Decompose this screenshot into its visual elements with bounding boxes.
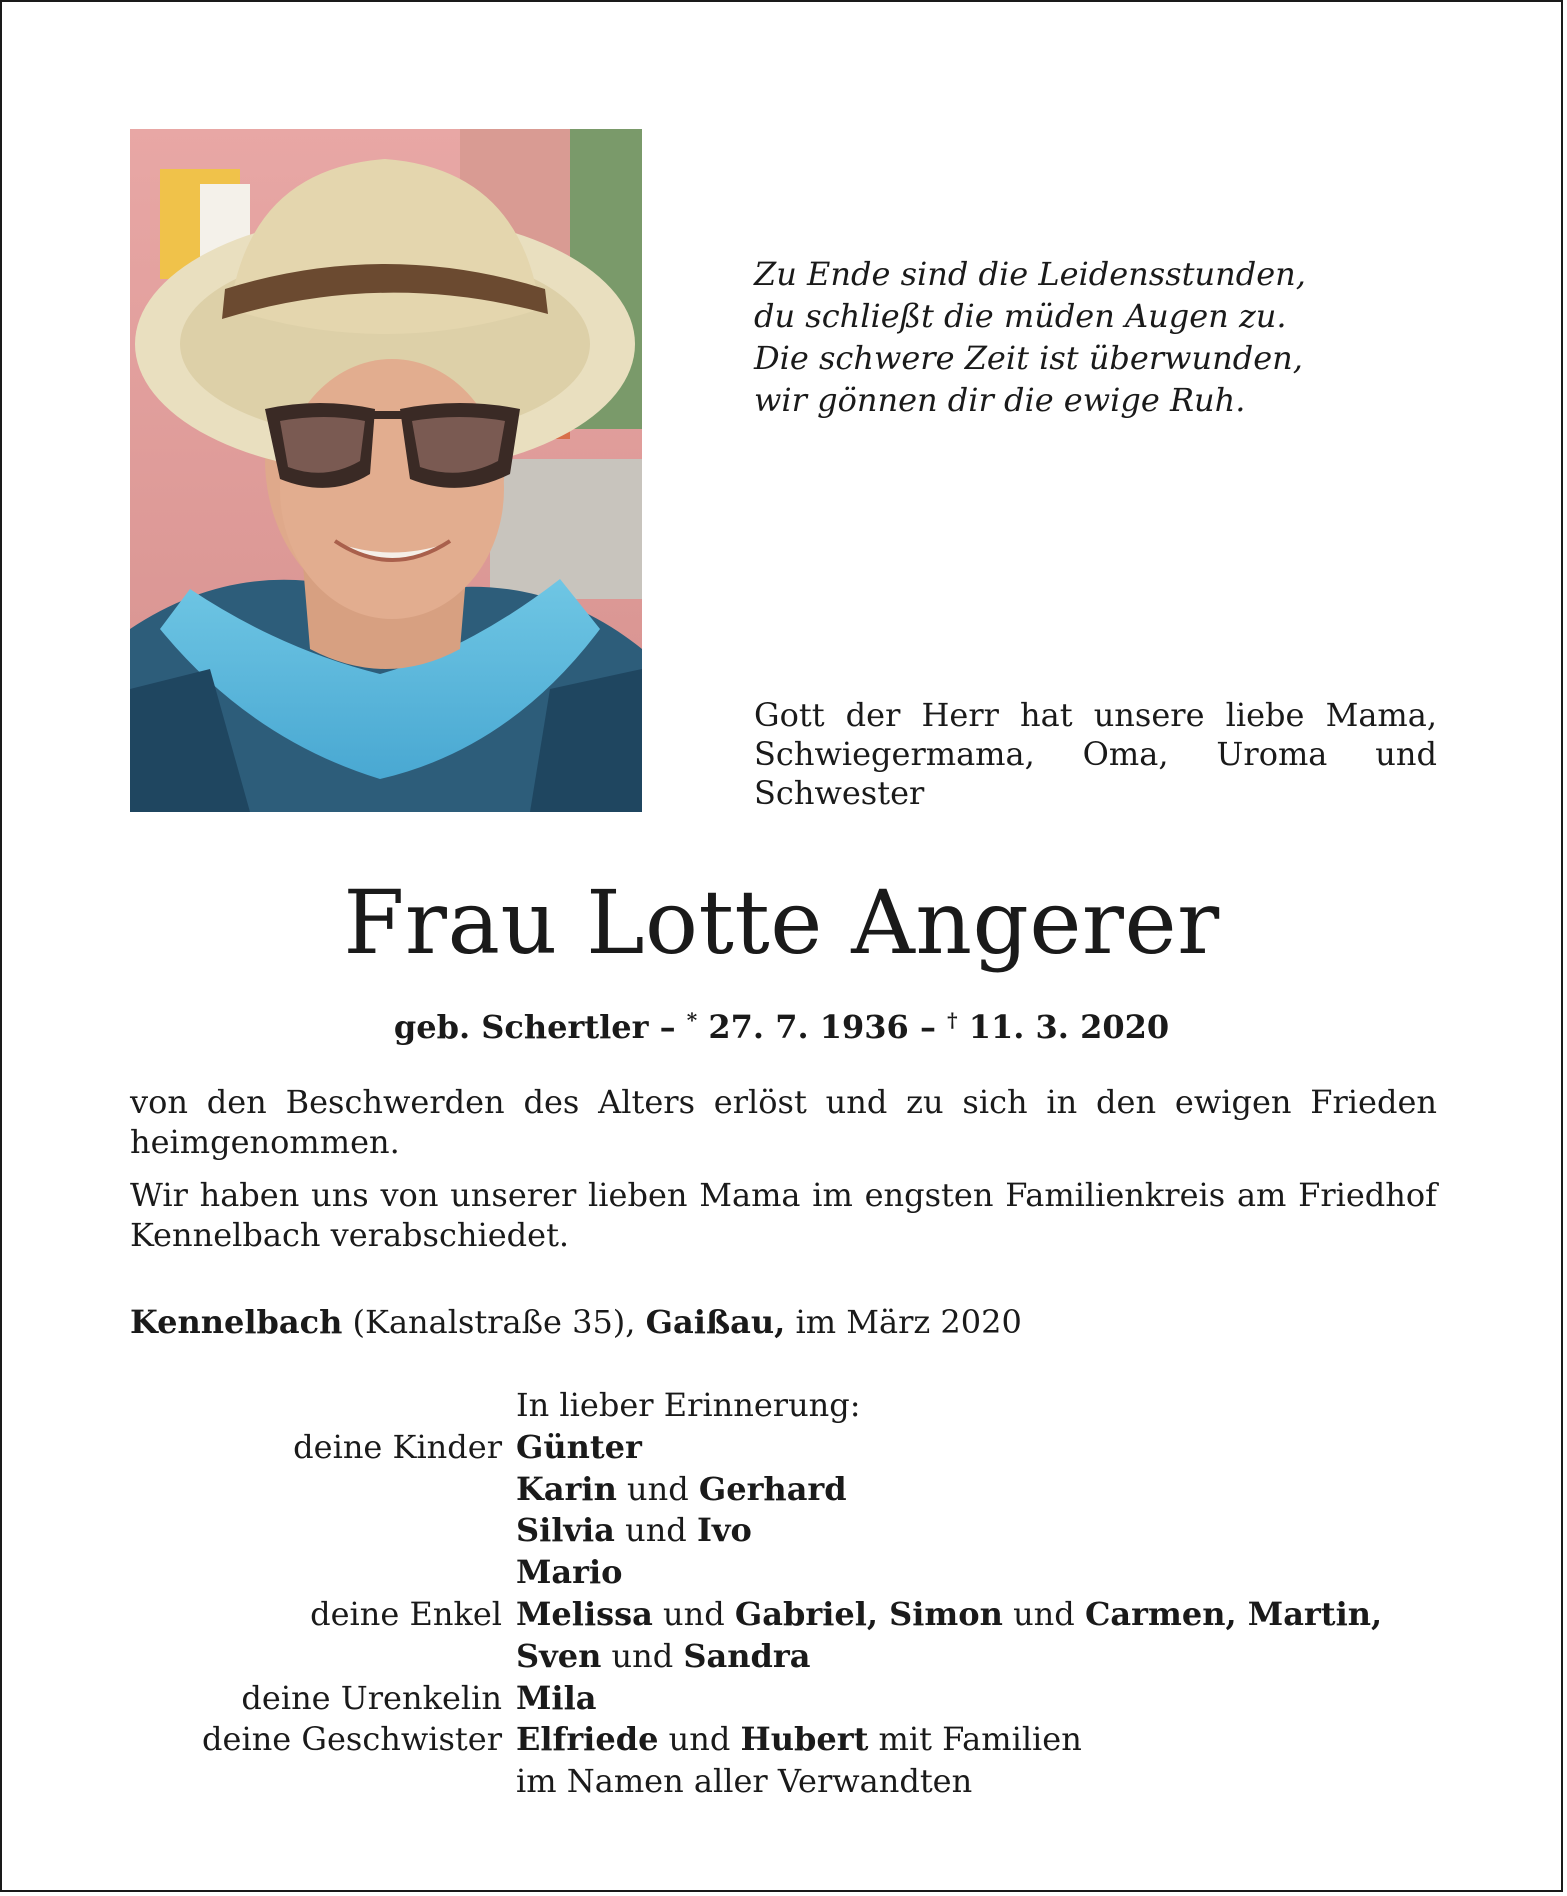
mourner-name: Melissa [516,1594,653,1633]
life-dates [0,1000,1563,1047]
mourners-footer: im Namen aller Verwandten [516,1762,973,1801]
portrait-image [130,129,642,812]
poem-line: du schließt die müden Augen zu. [754,297,1287,335]
mourner-name: Mario [516,1553,623,1592]
mourners-row [130,1719,1450,1761]
mourner-name: Gabriel, Simon [734,1594,1003,1633]
portrait-photo [130,129,642,812]
mourners-row [130,1510,1450,1552]
intro-text: Gott der Herr hat unsere liebe Mama, Schwiegermama, Oma, Uroma und Schwester [754,696,1437,812]
town-gaissau: Gaißau, [645,1303,786,1341]
relation-label: deine Kinder [293,1427,502,1466]
town-kennelbach: Kennelbach [130,1303,343,1341]
mourner-name: Karin [516,1469,617,1508]
mourners-row [130,1469,1450,1511]
conjunction: und [652,1594,735,1633]
conjunction: und [616,1469,699,1508]
paragraph-farewell: Wir haben uns von unserer lieben Mama im engsten Familienkreis am Friedhof Kennelbach verabschiedet. [130,1176,1437,1254]
poem [754,253,1444,421]
mourners-row [130,1761,1450,1803]
conjunction: und [601,1636,684,1675]
birth-name: geb. Schertler [393,1008,649,1046]
mourner-name: Günter [516,1427,642,1466]
death-symbol: † [947,1008,958,1032]
mourners-row [130,1678,1450,1720]
mourner-name: Ivo [696,1511,752,1550]
place-date-line [130,1302,1437,1342]
mourner-name: Sandra [683,1636,811,1675]
relation-label: deine Enkel [310,1594,502,1633]
conjunction: und [658,1720,741,1759]
mourners-heading: In lieber Erinnerung: [516,1386,861,1424]
mourner-name: Gerhard [698,1469,847,1508]
birth-date: 27. 7. 1936 [697,1008,909,1046]
date-separator: – [908,1008,948,1046]
mourner-name: Elfriede [516,1720,659,1759]
mourner-name: Mila [516,1678,597,1717]
date-separator: – [648,1008,687,1046]
deceased-name: Frau Lotte Angerer [343,871,1220,974]
poem-line: Zu Ende sind die Leidensstunden, [754,255,1306,293]
month-year: im März 2020 [785,1303,1022,1341]
with-families: mit Familien [868,1720,1082,1759]
address: (Kanalstraße 35), [342,1303,646,1341]
relation-label: deine Urenkelin [241,1678,502,1717]
poem-line: wir gönnen dir die ewige Ruh. [754,381,1246,419]
death-date: 11. 3. 2020 [957,1008,1170,1046]
birth-symbol: * [686,1008,698,1032]
poem-line: Die schwere Zeit ist überwunden, [754,339,1303,377]
mourners-row [130,1636,1450,1678]
mourners-row [130,1594,1450,1636]
mourner-name: Carmen, Martin, [1084,1594,1383,1633]
conjunction: und [1002,1594,1085,1633]
paragraph-release: von den Beschwerden des Alters erlöst und zu sich in den ewigen Frieden heimgenommen. [130,1083,1437,1161]
mourners-row [130,1427,1450,1469]
mourners-heading-row [130,1385,1450,1427]
mourner-name: Silvia [516,1511,615,1550]
conjunction: und [614,1511,697,1550]
relation-label: deine Geschwister [202,1720,502,1759]
mourners-row [130,1552,1450,1594]
mourners-list [130,1385,1450,1803]
mourner-name: Sven [516,1636,602,1675]
mourner-name: Hubert [740,1720,869,1759]
